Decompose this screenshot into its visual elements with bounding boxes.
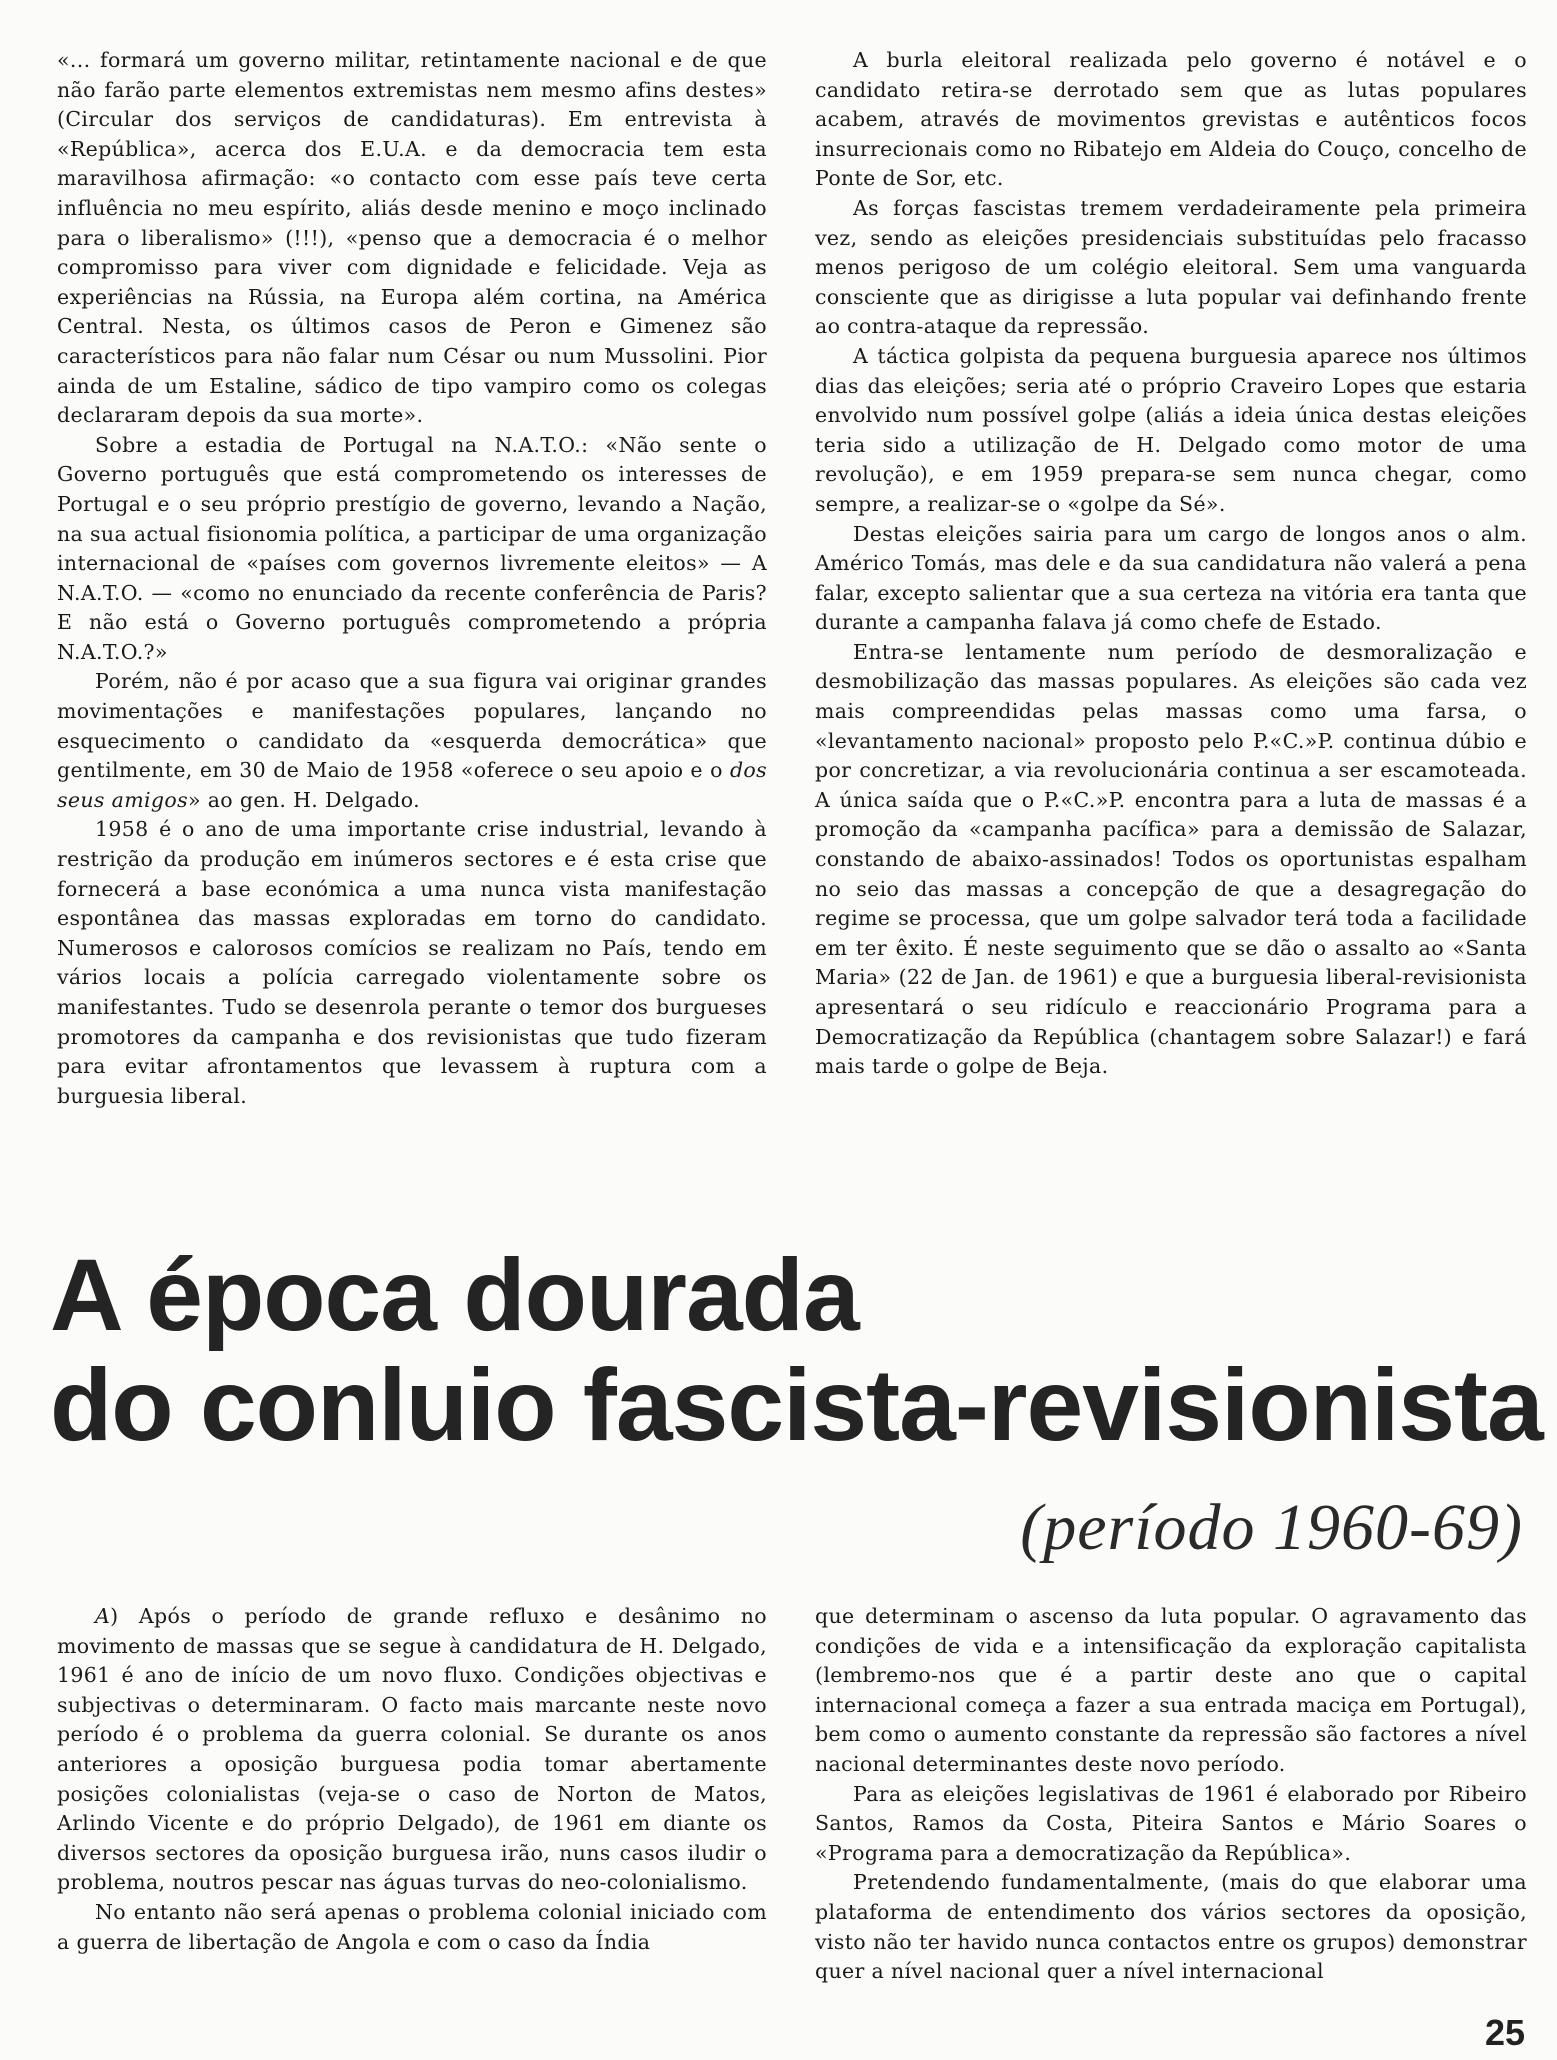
column-bottom-right bbox=[815, 1602, 1527, 1987]
paragraph: No entanto não será apenas o problema colonial iniciado com a guerra de libertação de Angola e com o caso da Índia bbox=[57, 1899, 767, 1954]
article-title bbox=[50, 1238, 1543, 1462]
paragraph: Entra-se lentamente num período de desmoralização e desmobilização das massas populares. As eleições são cada vez mais compreendidas pelas massas como uma farsa, o «levantamento nacional» proposto pelo P.«C.»P. continua dúbio e por concretizar, a via revolucionária continua a ser escamoteada. A única saída que o P.«C.»P. encontra para a luta de massas é a promoção da «campanha pacífica» para a demissão de Salazar, constando de abaixo-assinados! Todos os oportunistas espalham no seio das massas a concepção de que a desagregação do regime se processa, que um golpe salvador terá toda a facilidade em ter êxito. É neste seguimento que se dão o assalto ao «Santa Maria» (22 de Jan. de 1961) e que a burguesia liberal-revisionista apresentará o seu ridículo e reaccionário Programa para a Democratização da República (chantagem sobre Salazar!) e fará mais tarde o golpe de Beja. bbox=[815, 639, 1527, 1079]
column-bottom-left bbox=[57, 1602, 767, 1957]
paragraph: A táctica golpista da pequena burguesia aparece nos últimos dias das eleições; seria até o próprio Craveiro Lopes que estaria envolvido num possível golpe (aliás a ideia única destas eleições teria sido a utilização de H. Delgado como motor de uma revolução), e em 1959 prepara-se sem nunca chegar, como sempre, a realizar-se o «golpe da Sé». bbox=[815, 343, 1527, 516]
text-run: » ao gen. H. Delgado. bbox=[187, 787, 420, 812]
section-marker: A bbox=[95, 1604, 111, 1628]
italic-text: dos seus amigos bbox=[57, 758, 767, 812]
paragraph: «... formará um governo militar, retintamente nacional e de que não farão parte elementos extremistas nem mesmo afins destes» (Circular dos serviços de candidaturas). Em entrevista à «República», acerca dos E.U.A. e da democracia tem esta maravilhosa afirmação: «o contacto com esse país teve certa influência no meu espírito, aliás desde menino e moço inclinado para o liberalismo» (!!!), «penso que a democracia é o melhor compromisso para viver com dignidade e felicidade. Veja as experiências na Rússia, na Europa além cortina, na América Central. Nesta, os últimos casos de Peron e Gimenez são característicos para não falar num César ou num Mussolini. Pior ainda de um Estaline, sádico de tipo vampiro como os colegas declararam depois da sua morte». bbox=[57, 48, 767, 428]
paragraph: Para as eleições legislativas de 1961 é elaborado por Ribeiro Santos, Ramos da Costa, Piteira Santos e Mário Soares o «Programa para a democratização da República». bbox=[815, 1781, 1527, 1865]
column-top-left bbox=[57, 46, 767, 1111]
column-top-right bbox=[815, 46, 1527, 1082]
text-run: Porém, não é por acaso que a sua figura vai originar grandes movimentações e manifestações populares, lançando no esquecimento o candidato da «esquerda democrática» que gentilmente, em 30 de Maio de 1958 «oferece o seu apoio e o bbox=[57, 669, 767, 783]
paragraph: que determinam o ascenso da luta popular. O agravamento das condições de vida e a intensificação da exploração capitalista (lembremo-nos que é a partir deste ano que o capital internacional começa a fazer a sua entrada maciça em Portugal), bem como o aumento constante da repressão são factores a nível nacional determinantes deste novo período. bbox=[815, 1604, 1527, 1776]
paragraph: As forças fascistas tremem verdadeiramente pela primeira vez, sendo as eleições presidenciais substituídas pelo fracasso menos perigoso de um colégio eleitoral. Sem uma vanguarda consciente que as dirigisse a luta popular vai definhando frente ao contra-ataque da repressão. bbox=[815, 195, 1527, 339]
title-line-1: A época dourada bbox=[50, 1238, 859, 1352]
text-run: ) Após o período de grande refluxo e desânimo no movimento de massas que se segue à candidatura de H. Delgado, 1961 é ano de início de um novo fluxo. Condições objectivas e subjectivas o determinaram. O facto mais marcante neste novo período é o problema da guerra colonial. Se durante os anos anteriores a oposição burguesa podia tomar abertamente posições colonialistas (veja-se o caso de Norton de Matos, Arlindo Vicente e do próprio Delgado), de 1961 em diante os diversos sectores da oposição burguesa irão, nuns casos iludir o problema, noutros pescar nas águas turvas do neo-colonialismo. bbox=[57, 1604, 767, 1895]
article-subtitle: (período 1960-69) bbox=[1020, 1491, 1523, 1564]
paragraph: Destas eleições sairia para um cargo de longos anos o alm. Américo Tomás, mas dele e da sua candidatura não valerá a pena falar, excepto salientar que a sua certeza na vitória era tanta que durante a campanha falava já como chefe de Estado. bbox=[815, 521, 1527, 635]
title-line-2: do conluio fascista-revisionista bbox=[50, 1348, 1543, 1462]
paragraph: 1958 é o ano de uma importante crise industrial, levando à restrição da produção em inúmeros sectores e é esta crise que fornecerá a base económica a uma nunca vista manifestação espontânea das massas exploradas em torno do candidato. Numerosos e calorosos comícios se realizam no País, tendo em vários locais a polícia carregado violentamente sobre os manifestantes. Tudo se desenrola perante o temor dos burgueses promotores da campanha e dos revisionistas que tudo fizeram para evitar afrontamentos que levassem à ruptura com a burguesia liberal. bbox=[57, 817, 767, 1108]
paragraph: Sobre a estadia de Portugal na N.A.T.O.: «Não sente o Governo português que está comprometendo os interesses de Portugal e o seu próprio prestígio de governo, levando a Nação, na sua actual fisionomia política, a participar de uma organização internacional de «países com governos livremente eleitos» — A N.A.T.O. — «como no enunciado da recente conferência de Paris? E não está o Governo português comprometendo a própria N.A.T.O.?» bbox=[57, 432, 767, 664]
page-number: 25 bbox=[1484, 2012, 1525, 2053]
paragraph: A burla eleitoral realizada pelo governo é notável e o candidato retira-se derrotado sem que as lutas populares acabem, através de movimentos grevistas e autênticos focos insurrecionais como no Ribatejo em Aldeia do Couço, concelho de Ponte de Sor, etc. bbox=[815, 48, 1527, 191]
paragraph bbox=[57, 1602, 767, 1898]
paragraph: Pretendendo fundamentalmente, (mais do que elaborar uma plataforma de entendimento dos vários sectores da oposição, visto não ter havido nunca contactos entre os grupos) demonstrar quer a nível nacional quer a nível internacional bbox=[815, 1870, 1527, 1984]
paragraph bbox=[57, 667, 767, 815]
